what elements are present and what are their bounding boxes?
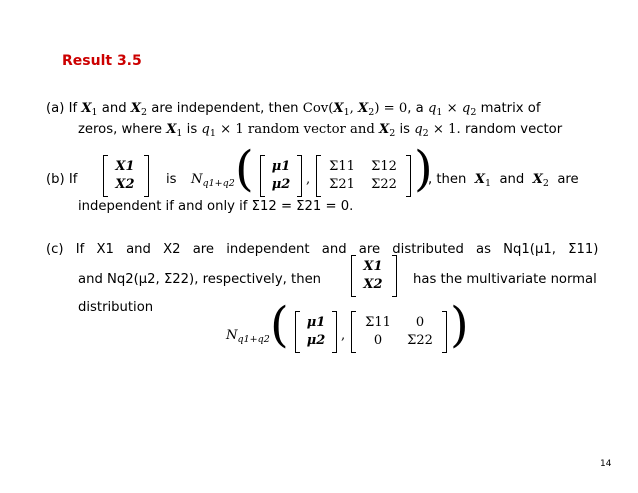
- c-vec-right-bracket: [392, 255, 397, 297]
- c-mean-right-bracket: [332, 311, 337, 353]
- item-b-label: (b) If: [46, 172, 78, 187]
- b-then-part: , then $X_1$ and $X_2$ are: [428, 172, 579, 189]
- b-is: is: [166, 172, 177, 187]
- page-number: 14: [600, 459, 612, 469]
- c-cov-col2: 0 Σ22: [407, 315, 433, 348]
- c-comma: ,: [341, 328, 346, 343]
- item-b-line2: independent if and only if Σ12 = Σ21 = 0.: [78, 199, 354, 214]
- c-cov-left-bracket: [351, 311, 356, 353]
- b-comma: ,: [306, 172, 311, 187]
- b-left-paren: (: [235, 141, 254, 197]
- b-cov-col1: Σ11 Σ21: [329, 159, 355, 192]
- item-c-line3: distribution: [78, 300, 154, 315]
- b-mean-left-bracket: [260, 155, 265, 197]
- c-vec-left-bracket: [351, 255, 356, 297]
- b-vec-x1: X1: [115, 159, 135, 174]
- c-mean-entries: μ1 μ2: [306, 315, 326, 348]
- item-c-line2b: has the multivariate normal: [413, 272, 597, 287]
- b-vec-x2: X2: [115, 177, 135, 192]
- item-a-line1: (a) If $X_1$ and $X_2$ are independent, then $Cov(X_1$, $X_2) = 0$, a $q_1 \times q_2$ matrix of: [46, 101, 541, 118]
- c-vec-entries: X1 X2: [363, 259, 383, 292]
- b-vec-right-bracket: [144, 155, 149, 197]
- b-vec-entries: [110, 158, 140, 194]
- b-vec-left-bracket: [103, 155, 108, 197]
- result-title: Result 3.5: [62, 53, 142, 69]
- b-cov-right-bracket: [406, 155, 411, 197]
- b-right-paren: ): [414, 141, 433, 197]
- c-right-paren: ): [450, 297, 469, 353]
- b-mean-right-bracket: [297, 155, 302, 197]
- c-normal-symbol: $N_{q1+q2}$: [226, 328, 270, 345]
- b-normal-symbol: $N_{q1+q2}$: [191, 172, 235, 189]
- item-a-line2: zeros, where $X_1$ is $q_1 \times 1$ random vector and $X_2$ is $q_2 \times 1$. random vector: [78, 122, 563, 139]
- b-cov-col2: Σ12 Σ22: [371, 159, 397, 192]
- c-left-paren: (: [270, 297, 289, 353]
- item-c-line1: (c) If X1 and X2 are independent and are distributed as Nq1(μ1, Σ11): [46, 242, 599, 257]
- item-c-line2a: and Nq2(μ2, Σ22), respectively, then: [78, 272, 322, 287]
- c-cov-right-bracket: [442, 311, 447, 353]
- b-mean-entries: μ1 μ2: [271, 159, 291, 192]
- c-mean-left-bracket: [295, 311, 300, 353]
- b-cov-left-bracket: [316, 155, 321, 197]
- c-cov-col1: Σ11 0: [365, 315, 391, 348]
- item-a-label: (a): [46, 101, 65, 116]
